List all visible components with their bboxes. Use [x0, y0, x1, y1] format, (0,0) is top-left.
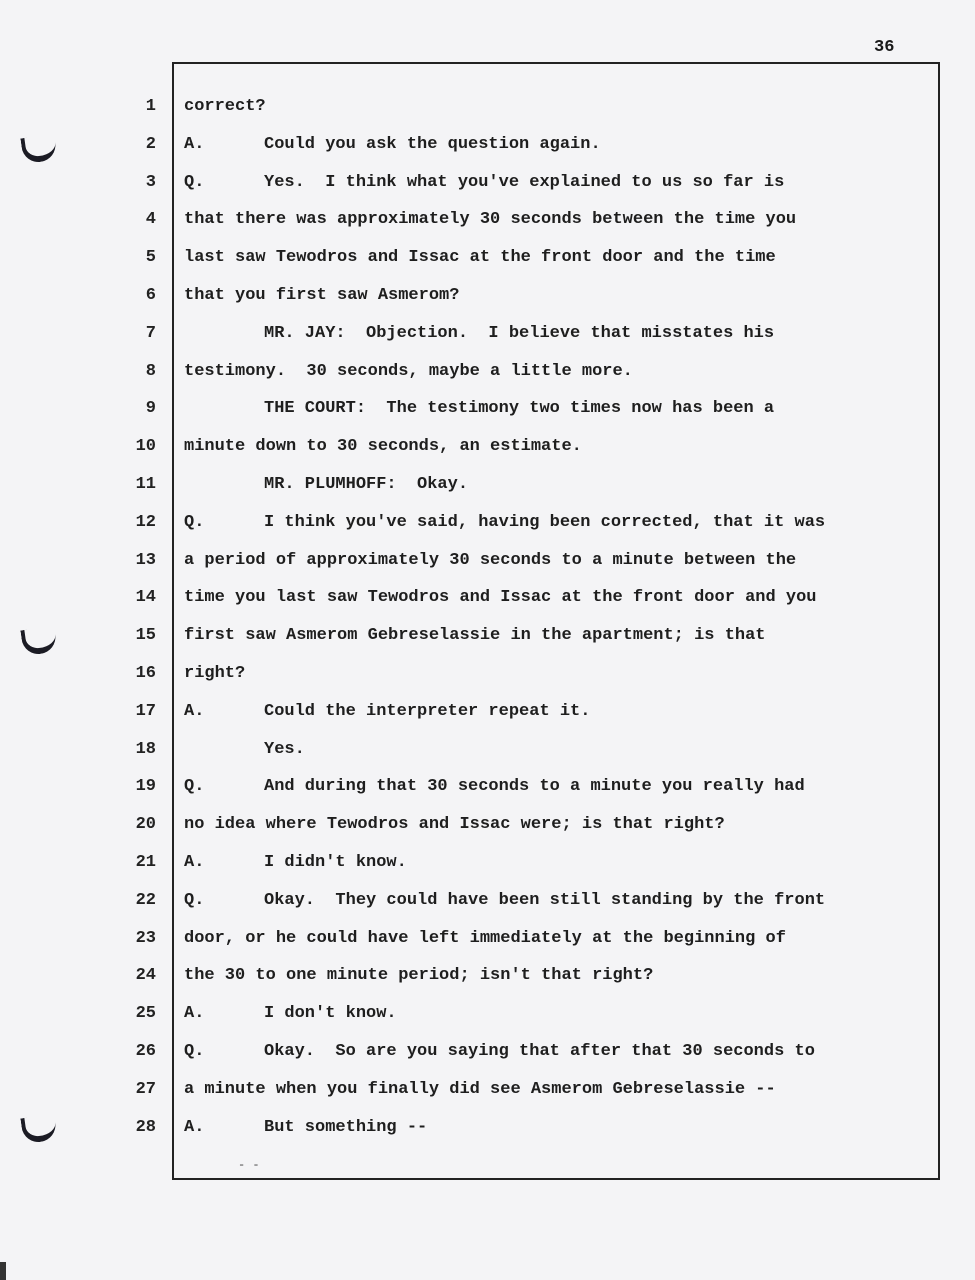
- hole-punch-mark: [20, 134, 57, 164]
- speaker-label: Q.: [184, 513, 205, 532]
- transcript-line: [184, 929, 786, 948]
- line-text: no idea where Tewodros and Issac were; is that right?: [184, 815, 725, 834]
- line-number: 1: [145, 97, 156, 116]
- transcript-line: [184, 248, 776, 267]
- line-number: 24: [135, 966, 156, 985]
- line-number: 20: [135, 815, 156, 834]
- line-text: I didn't know.: [264, 853, 407, 872]
- speaker-label: A.: [184, 1118, 205, 1137]
- speaker-label: Q.: [184, 777, 205, 796]
- line-text: But something --: [264, 1118, 428, 1137]
- line-number: 10: [135, 437, 156, 456]
- line-text: And during that 30 seconds to a minute you really had: [264, 777, 805, 796]
- line-number: 26: [135, 1042, 156, 1061]
- transcript-line: [184, 324, 774, 343]
- transcript-line: [184, 1118, 427, 1137]
- transcript-line: [184, 286, 459, 305]
- transcript-line: [184, 513, 825, 532]
- line-text: Could the interpreter repeat it.: [264, 702, 591, 721]
- transcript-line: [184, 135, 601, 154]
- line-number: 23: [135, 929, 156, 948]
- transcript-line: [184, 362, 633, 381]
- line-number: 14: [135, 588, 156, 607]
- transcript-line: [184, 210, 796, 229]
- hole-punch-mark: [20, 1114, 57, 1144]
- line-text: door, or he could have left immediately at the beginning of: [184, 929, 786, 948]
- line-number: 22: [135, 891, 156, 910]
- line-text: MR. JAY: Objection. I believe that misstates his: [264, 324, 775, 343]
- speaker-label: Q.: [184, 1042, 205, 1061]
- transcript-line: [184, 891, 825, 910]
- line-number: 8: [145, 362, 156, 381]
- line-text: correct?: [184, 97, 266, 116]
- line-number: 25: [135, 1004, 156, 1023]
- line-number: 4: [145, 210, 156, 229]
- transcript-line: [184, 551, 796, 570]
- speaker-label: Q.: [184, 173, 205, 192]
- line-number: 28: [135, 1118, 156, 1137]
- line-text: the 30 to one minute period; isn't that right?: [184, 966, 654, 985]
- scan-edge: [0, 1262, 6, 1280]
- transcript-line: [184, 740, 305, 759]
- line-text: that you first saw Asmerom?: [184, 286, 460, 305]
- line-number: 12: [135, 513, 156, 532]
- line-text: minute down to 30 seconds, an estimate.: [184, 437, 582, 456]
- line-number: 6: [145, 286, 156, 305]
- hole-punch-mark: [20, 626, 57, 656]
- line-text: testimony. 30 seconds, maybe a little more.: [184, 362, 633, 381]
- transcript-line: [184, 626, 766, 645]
- transcript-line: [184, 815, 725, 834]
- line-number: 5: [145, 248, 156, 267]
- line-text: that there was approximately 30 seconds between the time you: [184, 210, 797, 229]
- line-number: 27: [135, 1080, 156, 1099]
- transcript-line: [184, 664, 245, 683]
- line-text: Yes. I think what you've explained to us so far is: [264, 173, 785, 192]
- line-text: last saw Tewodros and Issac at the front door and the time: [184, 248, 776, 267]
- transcript-line: [184, 853, 407, 872]
- line-number: 16: [135, 664, 156, 683]
- line-number: 15: [135, 626, 156, 645]
- line-text: Okay. They could have been still standing by the front: [264, 891, 826, 910]
- line-text: Yes.: [264, 740, 305, 759]
- transcript-line: [184, 702, 590, 721]
- line-number: 11: [135, 475, 156, 494]
- speaker-label: A.: [184, 1004, 205, 1023]
- transcript-line: [184, 399, 774, 418]
- line-text: Okay. So are you saying that after that 30 seconds to: [264, 1042, 815, 1061]
- line-number: 9: [145, 399, 156, 418]
- line-number: 2: [145, 135, 156, 154]
- transcript-line: [184, 777, 805, 796]
- transcript-line: [184, 97, 266, 116]
- transcript-line: [184, 475, 468, 494]
- line-text: I don't know.: [264, 1004, 397, 1023]
- transcript-line: [184, 1042, 815, 1061]
- line-text: THE COURT: The testimony two times now has been a: [264, 399, 775, 418]
- line-number: 13: [135, 551, 156, 570]
- transcript-line: [184, 966, 653, 985]
- line-text: a minute when you finally did see Asmerom Gebreselassie --: [184, 1080, 776, 1099]
- transcript-line: [184, 437, 582, 456]
- transcript-line: [184, 1080, 776, 1099]
- line-text: I think you've said, having been corrected, that it was: [264, 513, 826, 532]
- transcript-line: [184, 1004, 397, 1023]
- line-text: right?: [184, 664, 246, 683]
- line-text: Could you ask the question again.: [264, 135, 601, 154]
- transcript-line: [184, 588, 817, 607]
- line-number: 7: [145, 324, 156, 343]
- transcript-line: [184, 173, 784, 192]
- page-number: 36: [874, 38, 895, 57]
- speaker-label: Q.: [184, 891, 205, 910]
- line-number: 21: [135, 853, 156, 872]
- line-number: 17: [135, 702, 156, 721]
- line-number: 18: [135, 740, 156, 759]
- line-number: 19: [135, 777, 156, 796]
- speaker-label: A.: [184, 702, 205, 721]
- line-number: 3: [145, 173, 156, 192]
- line-text: a period of approximately 30 seconds to a minute between the: [184, 551, 797, 570]
- speaker-label: A.: [184, 853, 205, 872]
- speaker-label: A.: [184, 135, 205, 154]
- line-text: first saw Asmerom Gebreselassie in the apartment; is that: [184, 626, 766, 645]
- stray-mark: - -: [238, 1158, 260, 1172]
- line-text: time you last saw Tewodros and Issac at the front door and you: [184, 588, 817, 607]
- line-text: MR. PLUMHOFF: Okay.: [264, 475, 469, 494]
